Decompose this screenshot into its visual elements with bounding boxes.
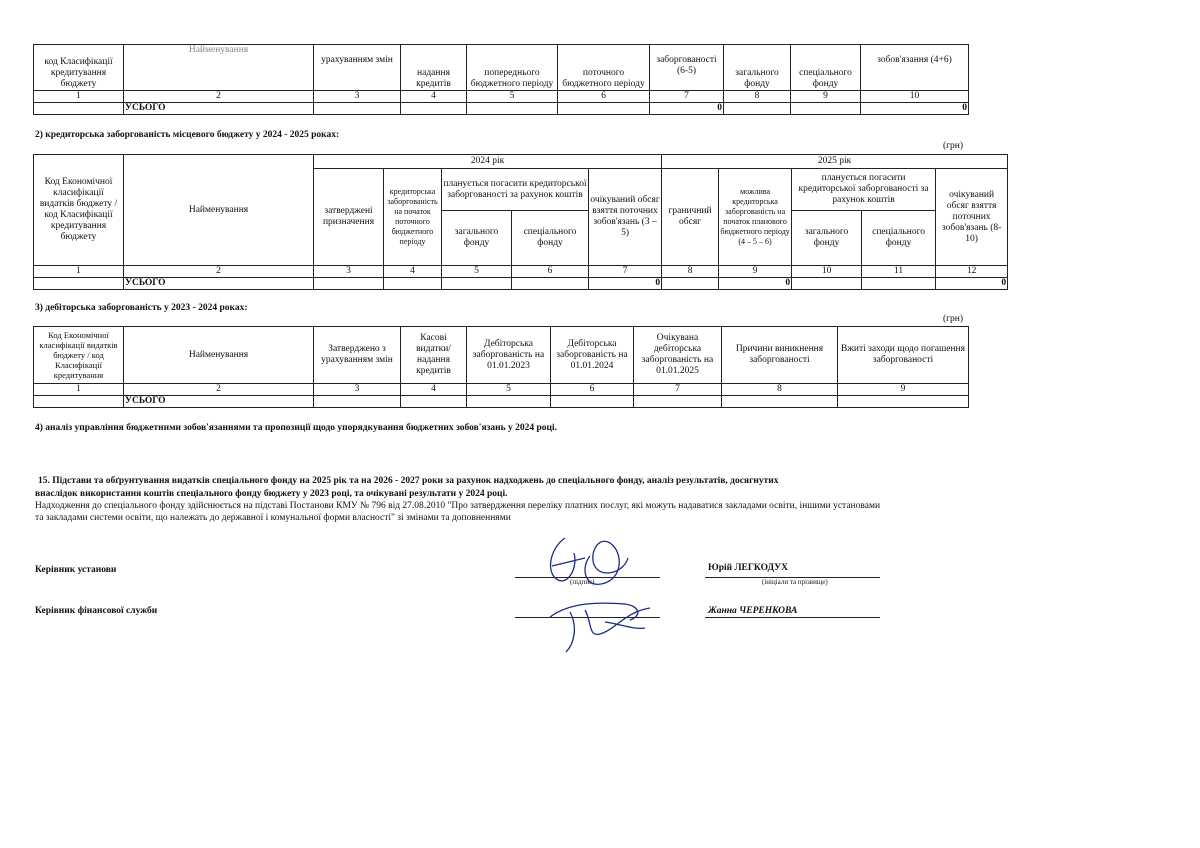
unit-label: (грн)	[943, 314, 964, 324]
table-creditor-debt	[33, 154, 1008, 290]
col-number: 12	[936, 266, 1008, 278]
sign-hint: (підпис)	[570, 578, 595, 586]
header-cell: урахуванням змін	[314, 45, 401, 91]
name-line	[705, 617, 880, 618]
col-number: 6	[512, 266, 589, 278]
col-number: 10	[861, 91, 969, 103]
section-15-text-line2: та закладами системи освіти, що належать до державної і комунальної форми власності" зі змінами та доповненнями	[35, 513, 511, 523]
section-15-title-line1: 15. Підстави та обґрунтування видатків спеціального фонду на 2025 рік та на 2026 - 2027 роки за рахунок надходжень до спеціального фонду, аналіз результатів, досягнутих	[38, 476, 779, 486]
header-cell: кредиторська заборгованість на початок поточного бюджетного періоду	[384, 169, 442, 266]
section-4-title: 4) аналіз управління бюджетними зобов'язаннями та пропозиції щодо упорядкування бюджетних зобов'язань у 2024 році.	[35, 423, 558, 433]
col-number: 9	[719, 266, 792, 278]
total-value: 0	[861, 103, 969, 115]
col-number: 8	[724, 91, 791, 103]
col-number: 3	[314, 384, 401, 396]
col-number: 4	[401, 91, 467, 103]
col-number: 1	[34, 384, 124, 396]
col-number: 5	[442, 266, 512, 278]
unit-label: (грн)	[943, 141, 964, 151]
col-number: 11	[862, 266, 936, 278]
col-number: 7	[589, 266, 662, 278]
col-number: 8	[722, 384, 838, 396]
header-cell: очікуваний обсяг взяття поточних зобов'язань (8-10)	[936, 169, 1008, 266]
header-cell: Найменування	[124, 327, 314, 384]
col-number: 7	[634, 384, 722, 396]
header-cell: Найменування	[124, 155, 314, 266]
year-header: 2025 рік	[662, 155, 1008, 169]
col-number: 9	[791, 91, 861, 103]
header-cell: Касові видатки/ надання кредитів	[401, 327, 467, 384]
head-name: Юрій ЛЕГКОДУХ	[708, 563, 788, 573]
col-number: 1	[34, 266, 124, 278]
header-cell: Причини виникнення заборгованості	[722, 327, 838, 384]
header-cell: граничний обсяг	[662, 169, 719, 266]
col-number: 4	[401, 384, 467, 396]
header-cell: планується погасити кредиторської заборгованості за рахунок коштів	[442, 169, 589, 211]
header-cell: загального фонду	[442, 211, 512, 266]
col-number: 7	[650, 91, 724, 103]
header-cell: спеціального фонду	[791, 45, 861, 91]
col-number: 6	[558, 91, 650, 103]
total-value: 0	[589, 278, 662, 290]
col-number: 9	[838, 384, 969, 396]
header-cell: можлива кредиторська заборгованість на початок планового бюджетного періоду (4 – 5 – 6)	[719, 169, 792, 266]
col-number: 4	[384, 266, 442, 278]
header-cell: Дебіторська заборгованість на 01.01.2023	[467, 327, 551, 384]
col-number: 1	[34, 91, 124, 103]
section-15-text-line1: Надходження до спеціального фонду здійснюється на підставі Постанови КМУ № 796 від 27.08.2010 "Про затвердження переліку платних послуг, які можуть надаватися закладами освіти, іншими установами	[35, 501, 881, 511]
name-hint: (ініціали та прізвище)	[762, 578, 828, 586]
header-cell: загального фонду	[792, 211, 862, 266]
col-number: 8	[662, 266, 719, 278]
header-cell: Затверджено з урахуванням змін	[314, 327, 401, 384]
col-number: 2	[124, 91, 314, 103]
header-cell: затверджені призначення	[314, 169, 384, 266]
header-cell: Вжиті заходи щодо погашення заборгованості	[838, 327, 969, 384]
header-cell: Очікувана дебіторська заборгованість на 01.01.2025	[634, 327, 722, 384]
header-cell: зобов'язання (4+6)	[861, 45, 969, 91]
section-3-title: 3) дебіторська заборгованість у 2023 - 2024 роках:	[35, 303, 248, 313]
finance-name: Жанна ЧЕРЕНКОВА	[708, 606, 798, 616]
header-cell: загального фонду	[724, 45, 791, 91]
header-cell: спеціального фонду	[512, 211, 589, 266]
header-cell: Код Економічної класифікації видатків бюджету / код Класифікації кредитування	[34, 327, 124, 384]
finance-label: Керівник фінансової служби	[35, 606, 158, 616]
total-value: 0	[719, 278, 792, 290]
head-label: Керівник установи	[35, 565, 117, 575]
section-15-title-line2: внаслідок використання коштів спеціального фонду бюджету у 2023 році, та очікувані результати у 2024 році.	[35, 489, 508, 499]
header-cell: надання кредитів	[401, 45, 467, 91]
header-cell: Код Економічної класифікації видатків бюджету / код Класифікації кредитування бюджету	[34, 155, 124, 266]
total-label: УСЬОГО	[124, 103, 314, 115]
header-cell: планується погасити кредиторської заборгованості за рахунок коштів	[792, 169, 936, 211]
col-number: 2	[124, 266, 314, 278]
header-cell: заборгованості (6-5)	[650, 45, 724, 91]
total-value: 0	[650, 103, 724, 115]
header-cell: попереднього бюджетного періоду	[467, 45, 558, 91]
col-number: 5	[467, 384, 551, 396]
col-number: 3	[314, 91, 401, 103]
col-number: 6	[551, 384, 634, 396]
total-value: 0	[936, 278, 1008, 290]
header-cell: код Класифікації кредитування бюджету	[34, 45, 124, 91]
header-cell: очікуваний обсяг взяття поточних зобов'язань (3 – 5)	[589, 169, 662, 266]
header-cell: Найменування	[124, 45, 314, 91]
section-2-title: 2) кредиторська заборгованість місцевого бюджету у 2024 - 2025 роках:	[35, 130, 340, 140]
col-number: 2	[124, 384, 314, 396]
table-debtor-debt	[33, 326, 969, 408]
year-header: 2024 рік	[314, 155, 662, 169]
total-label: УСЬОГО	[124, 396, 314, 408]
header-cell: поточного бюджетного періоду	[558, 45, 650, 91]
table-credits	[33, 44, 969, 115]
header-cell: спеціального фонду	[862, 211, 936, 266]
finance-signature	[530, 582, 670, 657]
col-number: 10	[792, 266, 862, 278]
col-number: 5	[467, 91, 558, 103]
total-label: УСЬОГО	[124, 278, 314, 290]
col-number: 3	[314, 266, 384, 278]
header-cell: Дебіторська заборгованість на 01.01.2024	[551, 327, 634, 384]
